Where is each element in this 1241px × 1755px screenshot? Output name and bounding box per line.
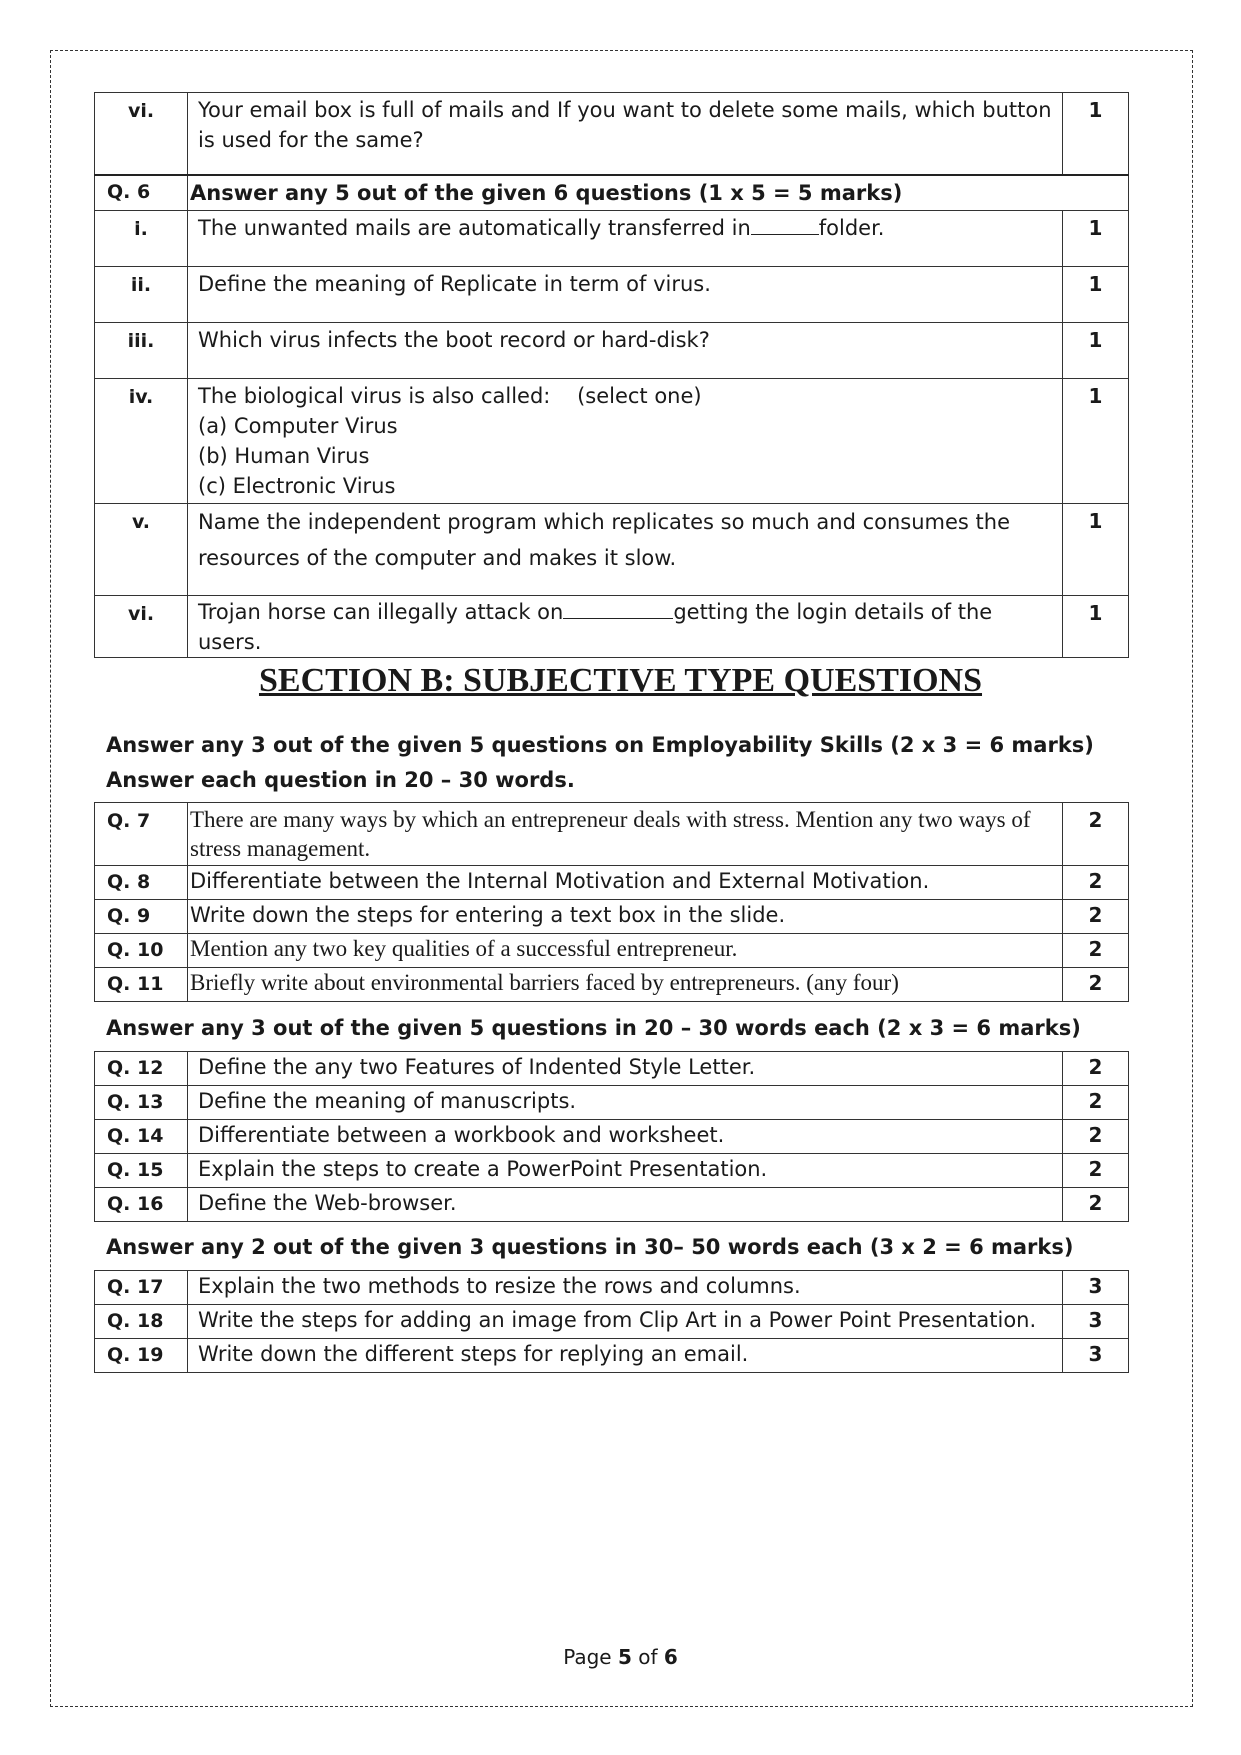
table-row xyxy=(95,266,1129,322)
marks: 2 xyxy=(1063,803,1129,866)
question-number: i. xyxy=(95,210,188,266)
answer-blank xyxy=(751,214,819,235)
table-row xyxy=(95,503,1129,595)
marks: 1 xyxy=(1063,322,1129,378)
question-text: Explain the steps to create a PowerPoint Presentation. xyxy=(188,1154,1063,1188)
question-text: Write down the steps for entering a text box in the slide. xyxy=(188,900,1063,934)
marks: 2 xyxy=(1063,968,1129,1002)
instruction: Answer any 2 out of the given 3 questions in 30– 50 words each (3 x 2 = 6 marks) xyxy=(106,1235,1074,1259)
question-number: Q. 16 xyxy=(95,1188,188,1222)
question-number: iii. xyxy=(95,322,188,378)
question-number: Q. 15 xyxy=(95,1154,188,1188)
question-text xyxy=(188,378,1063,503)
question-text: Define the any two Features of Indented Style Letter. xyxy=(188,1052,1063,1086)
question-heading: Answer any 5 out of the given 6 questions (1 x 5 = 5 marks) xyxy=(188,175,1129,211)
table-row xyxy=(95,1154,1129,1188)
question-text-part: getting the login details of the users. xyxy=(198,599,993,654)
question-number: Q. 7 xyxy=(95,803,188,866)
question-text: Define the Web-browser. xyxy=(188,1188,1063,1222)
table-row xyxy=(95,93,1129,175)
marks: 3 xyxy=(1063,1305,1129,1339)
marks: 1 xyxy=(1063,595,1129,657)
question-number: vi. xyxy=(95,93,188,175)
marks: 2 xyxy=(1063,1154,1129,1188)
question-number: vi. xyxy=(95,595,188,657)
table-row xyxy=(95,968,1129,1002)
table-row xyxy=(95,1086,1129,1120)
table-row xyxy=(95,1271,1129,1305)
question-number: Q. 11 xyxy=(95,968,188,1002)
marks: 2 xyxy=(1063,1120,1129,1154)
question-number: Q. 14 xyxy=(95,1120,188,1154)
question-text xyxy=(188,503,1063,595)
instruction: Answer each question in 20 – 30 words. xyxy=(106,768,575,792)
marks: 1 xyxy=(1063,93,1129,175)
marks: 1 xyxy=(1063,210,1129,266)
question-stem: The biological virus is also called: (select one) xyxy=(198,383,702,408)
instruction: Answer any 3 out of the given 5 questions on Employability Skills (2 x 3 = 6 marks) xyxy=(106,733,1094,757)
question-text-line: Name the independent program which replicates so much and consumes the xyxy=(198,509,1010,534)
subjective-questions-table xyxy=(94,1051,1129,1222)
marks: 3 xyxy=(1063,1339,1129,1373)
question-text-part: The unwanted mails are automatically transferred in xyxy=(198,215,751,240)
question-text xyxy=(188,210,1063,266)
question-text: Define the meaning of Replicate in term of virus. xyxy=(188,266,1063,322)
question-number: Q. 12 xyxy=(95,1052,188,1086)
marks: 1 xyxy=(1063,378,1129,503)
table-row xyxy=(95,1052,1129,1086)
question-text-part: folder. xyxy=(818,215,885,240)
table-row xyxy=(95,210,1129,266)
question-text: There are many ways by which an entrepreneur deals with stress. Mention any two ways of stress management. xyxy=(188,803,1063,866)
employability-skills-table xyxy=(94,802,1129,1002)
question-text: Your email box is full of mails and If you want to delete some mails, which button is used for the same? xyxy=(188,93,1063,175)
question-text-part: Trojan horse can illegally attack on xyxy=(198,599,564,624)
marks: 2 xyxy=(1063,866,1129,900)
footer-middle: of xyxy=(631,1645,664,1669)
marks: 2 xyxy=(1063,934,1129,968)
option-b: (b) Human Virus xyxy=(198,443,370,468)
question-text: Differentiate between the Internal Motivation and External Motivation. xyxy=(188,866,1063,900)
current-page: 5 xyxy=(617,1645,632,1669)
marks: 2 xyxy=(1063,1052,1129,1086)
question-number: Q. 9 xyxy=(95,900,188,934)
question-number: Q. 18 xyxy=(95,1305,188,1339)
question-number: Q. 17 xyxy=(95,1271,188,1305)
table-row xyxy=(95,322,1129,378)
table-row xyxy=(95,1120,1129,1154)
table-row xyxy=(95,595,1129,657)
answer-blank xyxy=(563,598,673,619)
table-row xyxy=(95,1339,1129,1373)
question-text: Explain the two methods to resize the rows and columns. xyxy=(188,1271,1063,1305)
question-text: Which virus infects the boot record or hard-disk? xyxy=(188,322,1063,378)
question-text: Differentiate between a workbook and worksheet. xyxy=(188,1120,1063,1154)
question-number: Q. 19 xyxy=(95,1339,188,1373)
marks: 1 xyxy=(1063,503,1129,595)
question-number: iv. xyxy=(95,378,188,503)
table-row xyxy=(95,1305,1129,1339)
table-row xyxy=(95,1188,1129,1222)
table-row xyxy=(95,866,1129,900)
marks: 3 xyxy=(1063,1271,1129,1305)
question-number: Q. 10 xyxy=(95,934,188,968)
marks: 2 xyxy=(1063,900,1129,934)
question-text: Briefly write about environmental barriers faced by entrepreneurs. (any four) xyxy=(188,968,1063,1002)
marks: 2 xyxy=(1063,1188,1129,1222)
question-text: Write down the different steps for replying an email. xyxy=(188,1339,1063,1373)
option-a: (a) Computer Virus xyxy=(198,413,398,438)
option-c: (c) Electronic Virus xyxy=(198,473,396,498)
question-text: Write the steps for adding an image from Clip Art in a Power Point Presentation. xyxy=(188,1305,1063,1339)
question-number: Q. 6 xyxy=(95,175,188,211)
marks: 1 xyxy=(1063,266,1129,322)
long-answer-table xyxy=(94,1270,1129,1373)
table-row xyxy=(95,378,1129,503)
question-number: Q. 13 xyxy=(95,1086,188,1120)
table-row xyxy=(95,900,1129,934)
instruction: Answer any 3 out of the given 5 questions in 20 – 30 words each (2 x 3 = 6 marks) xyxy=(106,1016,1081,1040)
section-title: SECTION B: SUBJECTIVE TYPE QUESTIONS xyxy=(258,662,983,699)
objective-questions-table xyxy=(94,92,1129,658)
table-row xyxy=(95,175,1129,211)
footer-prefix: Page xyxy=(563,1645,618,1669)
table-row xyxy=(95,934,1129,968)
question-text-line: resources of the computer and makes it slow. xyxy=(198,545,677,570)
table-row xyxy=(95,803,1129,866)
total-pages: 6 xyxy=(663,1645,678,1669)
question-number: v. xyxy=(95,503,188,595)
question-number: ii. xyxy=(95,266,188,322)
question-number: Q. 8 xyxy=(95,866,188,900)
marks: 2 xyxy=(1063,1086,1129,1120)
question-text xyxy=(188,595,1063,657)
page-footer xyxy=(0,1645,1241,1669)
question-text: Define the meaning of manuscripts. xyxy=(188,1086,1063,1120)
question-text: Mention any two key qualities of a successful entrepreneur. xyxy=(188,934,1063,968)
